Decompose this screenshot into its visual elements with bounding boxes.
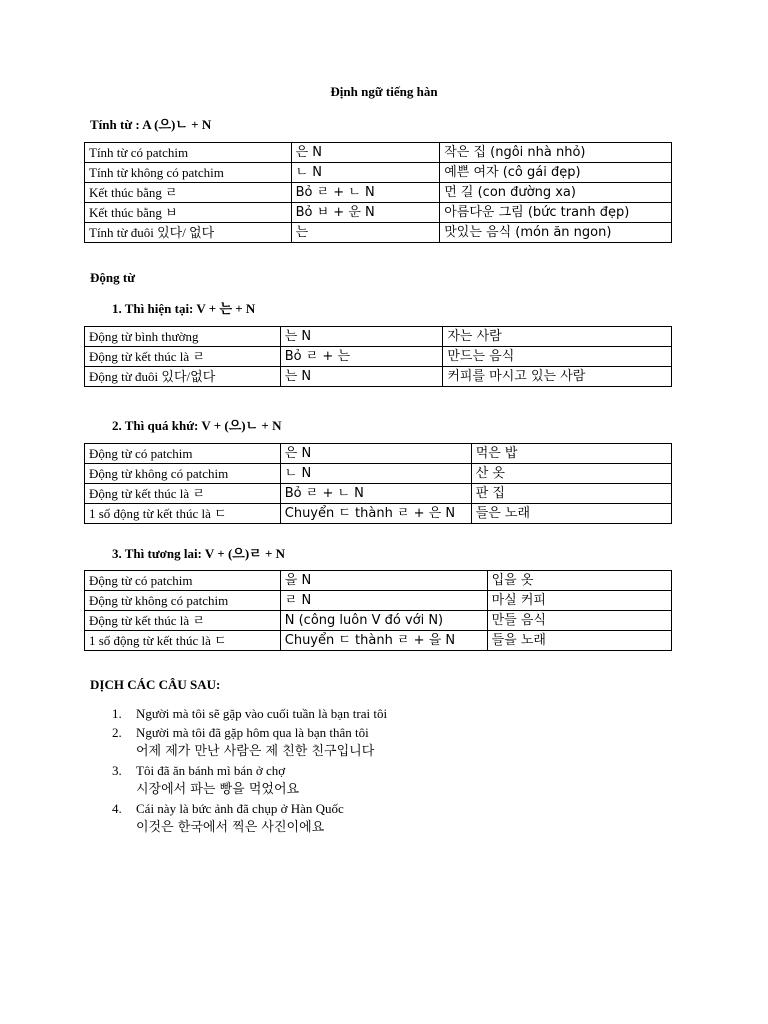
table-cell: 커피를 마시고 있는 사람 — [443, 367, 672, 387]
vietnamese-sentence: Người mà tôi sẽ gặp vào cuối tuần là bạn trai tôi — [136, 706, 388, 721]
table-cell: 는 N — [280, 367, 443, 387]
table-row — [85, 183, 672, 203]
table-cell: 예쁜 여자 (cô gái đẹp) — [440, 163, 672, 183]
table-cell: Động từ kết thúc là ㄹ — [85, 484, 281, 504]
table-cell: 은 N — [291, 143, 440, 163]
adjective-heading: Tính từ : A (으)ㄴ + N — [90, 117, 212, 132]
table-row — [85, 464, 672, 484]
table-cell: 만들 음식 — [487, 611, 671, 631]
table-row — [85, 504, 672, 524]
table-row — [85, 484, 672, 504]
list-item: 2. Người mà tôi đã gặp hôm qua là bạn thân tôi 어제 제가 만난 사람은 제 친한 친구입니다 — [112, 723, 672, 761]
table-cell: 자는 사람 — [443, 327, 672, 347]
table-cell: 작은 집 (ngôi nhà nhỏ) — [440, 143, 672, 163]
table-cell: 들을 노래 — [487, 631, 671, 651]
table-cell: 입을 옷 — [487, 571, 671, 591]
present-heading: 1. Thì hiện tại: V + 는 + N — [112, 301, 256, 316]
present-table — [84, 326, 672, 387]
table-cell: Bỏ ㄹ + ㄴ N — [291, 183, 440, 203]
table-row — [85, 611, 672, 631]
table-cell: 는 — [291, 223, 440, 243]
past-table — [84, 443, 672, 524]
list-item: 1. Người mà tôi sẽ gặp vào cuối tuần là bạn trai tôi — [112, 704, 672, 723]
table-cell: 은 N — [280, 444, 471, 464]
page-title: Định ngữ tiếng hàn — [330, 84, 438, 99]
table-row — [85, 163, 672, 183]
vietnamese-sentence: Cái này là bức ảnh đã chụp ở Hàn Quốc — [136, 801, 344, 816]
table-cell: Tính từ không có patchim — [85, 163, 292, 183]
table-cell: Kết thúc bằng ㅂ — [85, 203, 292, 223]
future-table — [84, 570, 672, 651]
table-row — [85, 223, 672, 243]
table-row — [85, 367, 672, 387]
vietnamese-sentence: Người mà tôi đã gặp hôm qua là bạn thân tôi — [136, 725, 369, 740]
table-cell: ㄴ N — [280, 464, 471, 484]
table-cell: 판 집 — [471, 484, 671, 504]
table-cell: 마실 커피 — [487, 591, 671, 611]
table-cell: 맛있는 음식 (món ăn ngon) — [440, 223, 672, 243]
list-item: 3. Tôi đã ăn bánh mì bán ở chợ 시장에서 파는 빵을 먹었어요 — [112, 761, 672, 799]
past-heading: 2. Thì quá khứ: V + (으)ㄴ + N — [112, 418, 282, 433]
table-cell: Tính từ có patchim — [85, 143, 292, 163]
table-cell: 들은 노래 — [471, 504, 671, 524]
table-cell: Bỏ ㄹ + 는 — [280, 347, 443, 367]
table-cell: Động từ kết thúc là ㄹ — [85, 347, 281, 367]
table-cell: ㄹ N — [280, 591, 487, 611]
table-cell: Chuyển ㄷ thành ㄹ + 은 N — [280, 504, 471, 524]
future-table-body — [85, 571, 672, 651]
table-row — [85, 143, 672, 163]
table-row — [85, 631, 672, 651]
table-cell: 산 옷 — [471, 464, 671, 484]
table-row — [85, 591, 672, 611]
table-cell: ㄴ N — [291, 163, 440, 183]
adjective-table-body — [85, 143, 672, 243]
table-row — [85, 347, 672, 367]
table-cell: Kết thúc bằng ㄹ — [85, 183, 292, 203]
list-item: 4. Cái này là bức ảnh đã chụp ở Hàn Quốc 이것은 한국에서 찍은 사진이에요 — [112, 799, 672, 837]
table-cell: Bỏ ㅂ + 운 N — [291, 203, 440, 223]
table-cell: Bỏ ㄹ + ㄴ N — [280, 484, 471, 504]
table-cell: 는 N — [280, 327, 443, 347]
table-row — [85, 571, 672, 591]
table-cell: Động từ không có patchim — [85, 591, 281, 611]
table-cell: Động từ bình thường — [85, 327, 281, 347]
table-cell: 만드는 음식 — [443, 347, 672, 367]
table-cell: Chuyển ㄷ thành ㄹ + 을 N — [280, 631, 487, 651]
present-table-body — [85, 327, 672, 387]
table-cell: Động từ có patchim — [85, 444, 281, 464]
adjective-table — [84, 142, 672, 243]
table-cell: 아름다운 그림 (bức tranh đẹp) — [440, 203, 672, 223]
table-cell: 먹은 밥 — [471, 444, 671, 464]
table-cell: 을 N — [280, 571, 487, 591]
korean-translation: 이것은 한국에서 찍은 사진이에요 — [136, 820, 325, 835]
table-cell: Tính từ đuôi 있다/ 없다 — [85, 223, 292, 243]
translate-list — [112, 704, 672, 837]
future-heading: 3. Thì tương lai: V + (으)ㄹ + N — [112, 546, 286, 561]
translate-heading: DỊCH CÁC CÂU SAU: — [90, 677, 221, 692]
table-cell: Động từ có patchim — [85, 571, 281, 591]
table-cell: Động từ kết thúc là ㄹ — [85, 611, 281, 631]
table-cell: Động từ đuôi 있다/없다 — [85, 367, 281, 387]
table-row — [85, 444, 672, 464]
table-cell: Động từ không có patchim — [85, 464, 281, 484]
table-cell: 먼 길 (con đường xa) — [440, 183, 672, 203]
table-cell: 1 số động từ kết thúc là ㄷ — [85, 504, 281, 524]
korean-translation: 어제 제가 만난 사람은 제 친한 친구입니다 — [136, 744, 375, 759]
table-cell: N (công luôn V đó với N) — [280, 611, 487, 631]
verb-heading: Động từ — [90, 270, 135, 285]
vietnamese-sentence: Tôi đã ăn bánh mì bán ở chợ — [136, 763, 286, 778]
past-table-body — [85, 444, 672, 524]
table-cell: 1 số động từ kết thúc là ㄷ — [85, 631, 281, 651]
korean-translation: 시장에서 파는 빵을 먹었어요 — [136, 782, 300, 797]
table-row — [85, 203, 672, 223]
table-row — [85, 327, 672, 347]
